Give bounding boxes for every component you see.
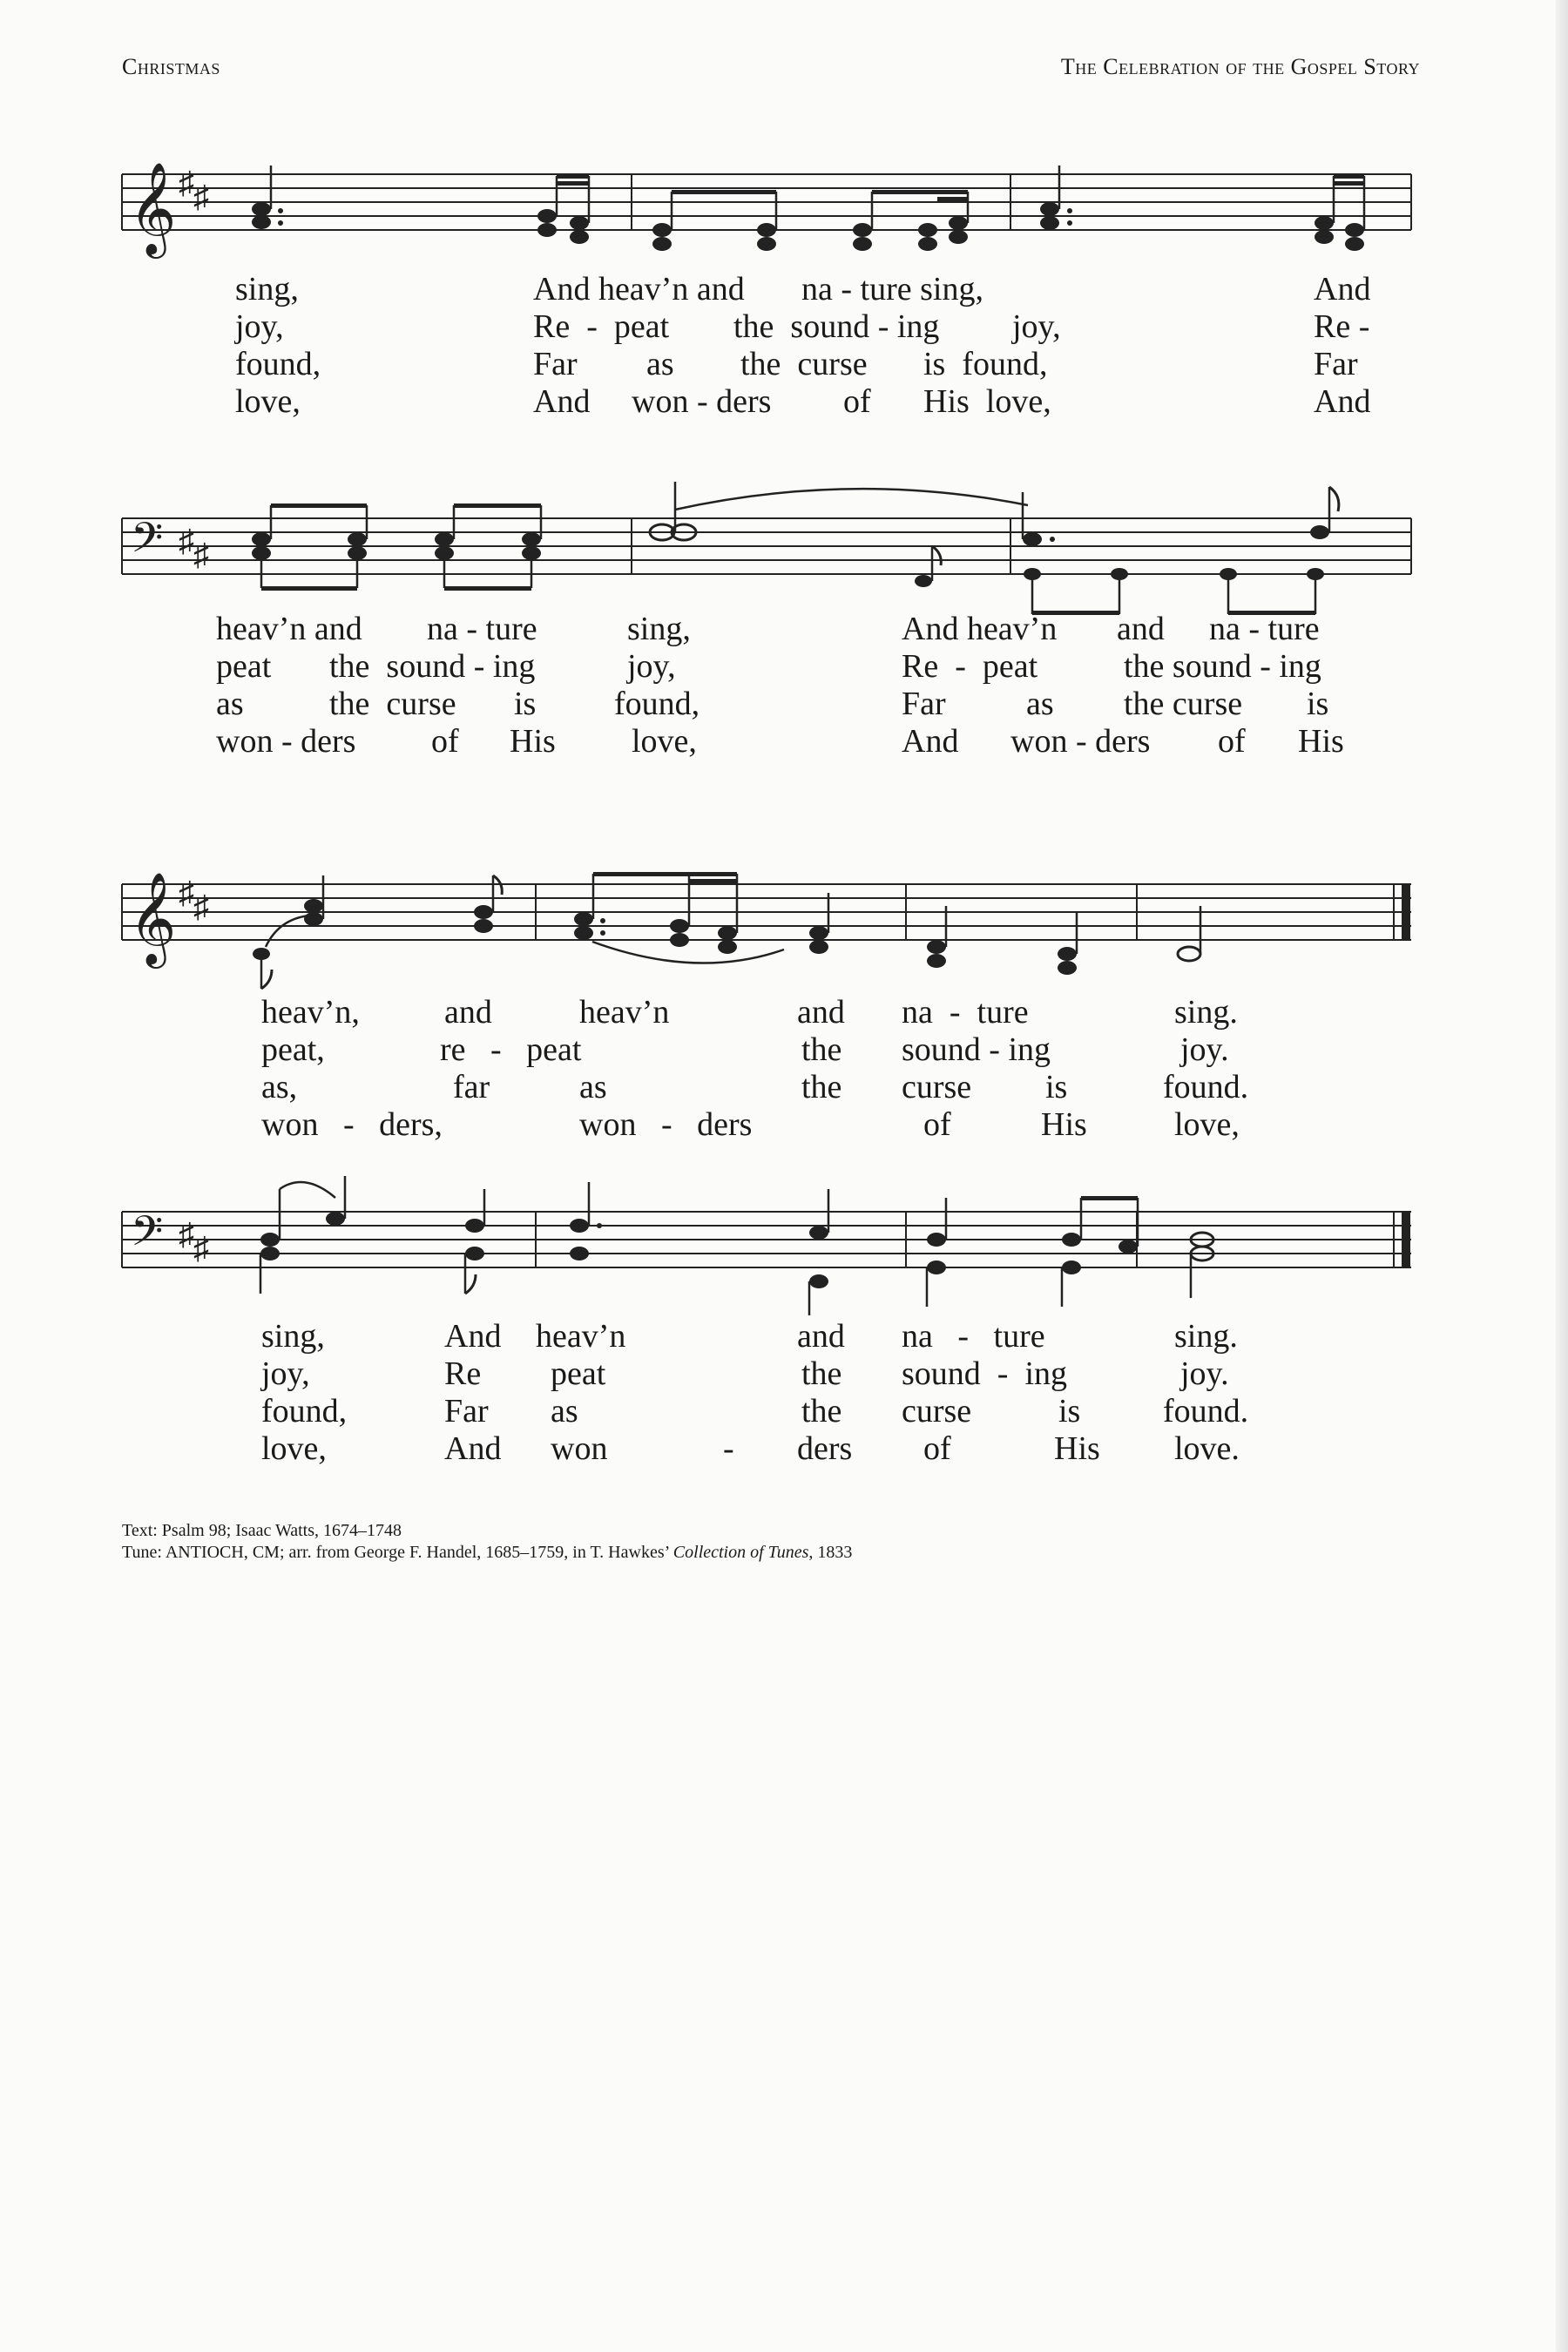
lyric-word: joy. — [1180, 1355, 1229, 1392]
lyric-word: heav’n, — [261, 994, 360, 1031]
lyric-word: found, — [261, 1393, 348, 1429]
lyric-word: won - ders — [632, 383, 772, 420]
lyric-word: - — [723, 1430, 734, 1467]
lyric-word: sing, — [627, 611, 691, 647]
lyric-verse-2 — [0, 308, 1568, 345]
lyric-word: as — [551, 1393, 578, 1429]
lyric-verse-1 — [0, 993, 1568, 1031]
lyric-word: His love, — [923, 383, 1051, 420]
lyric-word: found, — [614, 686, 700, 722]
svg-text:♯: ♯ — [179, 875, 194, 910]
lyric-word: love, — [261, 1430, 327, 1467]
lyric-word: is found, — [923, 346, 1048, 382]
lyric-word: And — [1314, 271, 1371, 308]
system-2-bass-staff — [0, 1163, 1568, 1320]
lyric-word: won - ders — [216, 723, 356, 760]
lyric-word: Re - peat — [533, 308, 670, 345]
system-1-bass-lyrics — [0, 610, 1568, 760]
lyric-word: And — [1314, 383, 1371, 420]
lyric-verse-3 — [0, 345, 1568, 382]
lyric-verse-2 — [0, 1031, 1568, 1068]
lyric-word: heav’n — [536, 1318, 626, 1355]
lyric-word: And — [444, 1430, 502, 1467]
lyric-word: na - ture — [1209, 611, 1320, 647]
svg-text:♯: ♯ — [179, 524, 194, 558]
lyric-word: joy, — [1012, 308, 1061, 345]
lyric-word: far — [453, 1069, 490, 1105]
lyric-word: na - ture — [427, 611, 537, 647]
system-2-bass-lyrics — [0, 1317, 1568, 1467]
lyric-word: as, — [261, 1069, 298, 1105]
lyric-word: won — [551, 1430, 608, 1467]
book-section-header: The Celebration of the Gospel Story — [1060, 54, 1420, 79]
bass-clef-icon: 𝄢 — [131, 1208, 164, 1265]
lyric-word: won - ders — [1010, 723, 1151, 760]
lyric-word: is — [1307, 686, 1329, 722]
lyric-word: and — [797, 994, 845, 1031]
lyric-word: Far — [533, 346, 578, 382]
svg-text:♯: ♯ — [193, 179, 209, 214]
treble-clef-icon: 𝄞 — [129, 874, 177, 963]
lyric-word: peat — [216, 648, 272, 685]
lyric-word: And — [902, 723, 959, 760]
lyric-verse-4 — [0, 1429, 1568, 1467]
lyric-verse-1 — [0, 270, 1568, 308]
lyric-word: curse — [902, 1393, 972, 1429]
lyric-word: And heav’n and — [533, 271, 745, 308]
treble-notes-system-2 — [253, 872, 1200, 989]
lyric-word: His — [1041, 1106, 1087, 1143]
lyric-word: heav’n — [579, 994, 670, 1031]
lyric-word: the sound - ing — [733, 308, 940, 345]
system-2-treble-lyrics — [0, 993, 1568, 1143]
lyric-word: His — [1054, 1430, 1100, 1467]
bass-notes-system-2 — [260, 1176, 1213, 1315]
lyric-word: of — [843, 383, 871, 420]
lyric-word: And — [533, 383, 591, 420]
lyric-word: won - ders — [579, 1106, 753, 1143]
lyric-word: of — [923, 1430, 951, 1467]
lyric-verse-4 — [0, 1105, 1568, 1143]
section-header: Christmas — [122, 54, 220, 79]
lyric-word: of — [923, 1106, 951, 1143]
lyric-word: and — [1117, 611, 1165, 647]
lyric-word: sing, — [235, 271, 299, 308]
lyric-word: found. — [1163, 1393, 1249, 1429]
lyric-word: is — [1045, 1069, 1068, 1105]
lyric-verse-4 — [0, 722, 1568, 760]
lyric-word: sing. — [1174, 1318, 1238, 1355]
credits — [122, 1520, 852, 1564]
lyric-word: Far — [902, 686, 946, 722]
treble-notes-system-1 — [252, 166, 1364, 251]
key-signature-sharps: ♯ — [179, 166, 194, 200]
lyric-word: joy. — [1180, 1031, 1229, 1068]
lyric-word: as — [1026, 686, 1054, 722]
lyric-word: His — [1298, 723, 1344, 760]
lyric-word: ders — [797, 1430, 853, 1467]
lyric-word: as — [579, 1069, 607, 1105]
lyric-word: na - ture — [902, 994, 1029, 1031]
system-1-bass-staff — [0, 475, 1568, 614]
lyric-word: sound - ing — [902, 1355, 1067, 1392]
lyric-word: found, — [235, 346, 321, 382]
lyric-word: peat, — [261, 1031, 325, 1068]
lyric-word: the curse — [329, 686, 456, 722]
lyric-word: and — [797, 1318, 845, 1355]
lyric-word: love. — [1174, 1430, 1240, 1467]
lyric-word: the — [801, 1031, 842, 1068]
lyric-word: joy, — [627, 648, 676, 685]
lyric-word: joy, — [261, 1355, 310, 1392]
system-1-treble-lyrics — [0, 270, 1568, 420]
lyric-word: sing, — [261, 1318, 325, 1355]
lyric-word: the — [801, 1393, 842, 1429]
tune-credit: Tune: ANTIOCH, CM; arr. from George F. Handel, 1685–1759, in T. Hawkes’ Collection of Tunes, 1833 — [122, 1543, 853, 1562]
lyric-word: the curse — [1124, 686, 1243, 722]
lyric-word: and — [444, 994, 492, 1031]
lyric-word: sound - ing — [902, 1031, 1051, 1068]
lyric-word: peat — [551, 1355, 606, 1392]
lyric-word: love, — [235, 383, 301, 420]
lyric-word: joy, — [235, 308, 284, 345]
lyric-word: love, — [1174, 1106, 1240, 1143]
lyric-verse-4 — [0, 382, 1568, 420]
lyric-word: curse — [902, 1069, 972, 1105]
bass-clef-icon: 𝄢 — [131, 515, 164, 571]
lyric-word: of — [1218, 723, 1246, 760]
lyric-word: Far — [444, 1393, 489, 1429]
lyric-word: is — [1058, 1393, 1081, 1429]
lyric-verse-3 — [0, 1392, 1568, 1429]
treble-clef-icon: 𝄞 — [129, 164, 177, 253]
lyric-word: na - ture sing, — [801, 271, 983, 308]
lyric-word: found. — [1163, 1069, 1249, 1105]
lyric-word: of — [431, 723, 459, 760]
lyric-word: His — [510, 723, 556, 760]
lyric-verse-3 — [0, 685, 1568, 722]
svg-text:♯: ♯ — [193, 1231, 209, 1266]
lyric-word: the curse — [740, 346, 868, 382]
collection-title: Collection of Tunes — [672, 1543, 809, 1562]
lyric-verse-3 — [0, 1068, 1568, 1105]
svg-text:♯: ♯ — [179, 1217, 194, 1252]
lyric-word: And heav’n — [902, 611, 1058, 647]
lyric-word: as — [646, 346, 674, 382]
lyric-word: the sound - ing — [329, 648, 536, 685]
lyric-verse-1 — [0, 1317, 1568, 1355]
svg-text:♯: ♯ — [193, 889, 209, 924]
lyric-word: love, — [632, 723, 697, 760]
lyric-word: the — [801, 1355, 842, 1392]
lyric-word: the — [801, 1069, 842, 1105]
lyric-word: Re - peat — [902, 648, 1038, 685]
lyric-word: Far — [1314, 346, 1358, 382]
lyric-word: as — [216, 686, 244, 722]
lyric-verse-1 — [0, 610, 1568, 647]
lyric-word: Re — [444, 1355, 482, 1392]
lyric-word: Re - — [1314, 308, 1370, 345]
lyric-word: the sound - ing — [1124, 648, 1321, 685]
lyric-word: na - ture — [902, 1318, 1045, 1355]
lyric-verse-2 — [0, 647, 1568, 685]
bass-notes-system-1 — [252, 482, 1339, 615]
lyric-word: won - ders, — [261, 1106, 443, 1143]
lyric-word: re - peat — [440, 1031, 582, 1068]
lyric-verse-2 — [0, 1355, 1568, 1392]
lyric-word: heav’n and — [216, 611, 362, 647]
lyric-word: sing. — [1174, 994, 1238, 1031]
lyric-word: And — [444, 1318, 502, 1355]
svg-text:♯: ♯ — [193, 537, 209, 572]
lyric-word: is — [514, 686, 537, 722]
text-credit: Text: Psalm 98; Isaac Watts, 1674–1748 — [122, 1521, 402, 1540]
